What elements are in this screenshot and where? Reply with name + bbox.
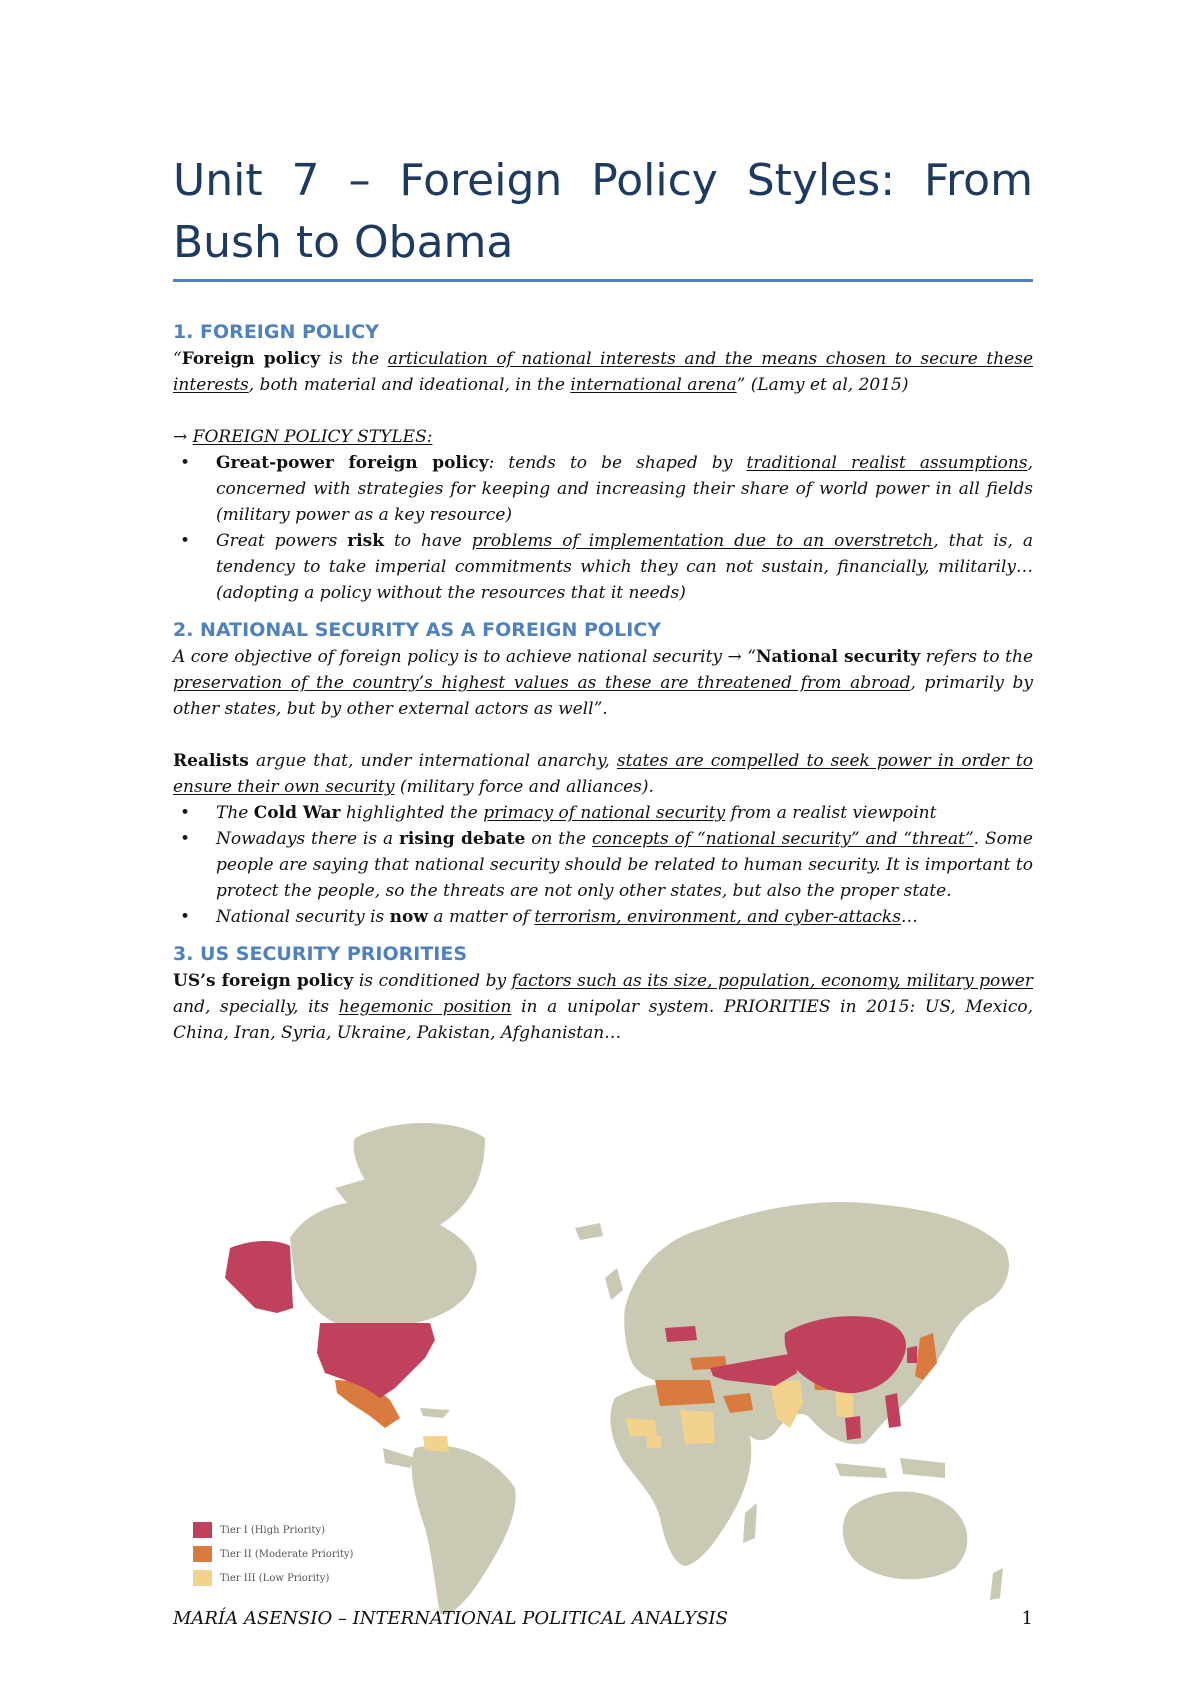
arrow-icon: → [727,647,742,667]
title-word: – [348,155,371,206]
definition-paragraph: “Foreign policy is the articulation of national interests and the means chosen to secure these interests, both material and ideational, in the international arena” (Lamy et al, 2015) [173,349,1033,395]
map-legend [193,1518,353,1590]
legend-label: Tier II (Moderate Priority) [220,1548,354,1560]
page-footer [173,1608,1033,1629]
section-heading-foreign-policy: 1. FOREIGN POLICY [173,321,379,343]
legend-label: Tier III (Low Priority) [220,1572,330,1584]
list-item: • The Cold War highlighted the primacy of national security from a realist viewpoint [216,800,1033,826]
arrow-icon: → [173,427,188,447]
title-word: From [923,155,1033,206]
title-word: Foreign [399,155,563,206]
paragraph: US’s foreign policy is conditioned by factors such as its size, population, economy, military power and, specially, its hegemonic position in a unipolar system. PRIORITIES in 2015: US, Mexico, China, Iran, Syria, Ukraine, Pakistan, Afghanistan… [173,971,1033,1043]
page-number: 1 [1021,1608,1033,1629]
styles-label: → FOREIGN POLICY STYLES: [173,427,433,447]
list-item: • Great-power foreign policy: tends to be shaped by traditional realist assumptions, concerned with strategies for keeping and increasing their share of world power in all fields (military power as a key resource) [216,450,1033,528]
bullet-list [173,800,1033,930]
title-line-2: Bush to Obama [173,217,514,268]
document-body [173,318,1033,1046]
page-title [173,150,1033,274]
list-item: • Nowadays there is a rising debate on the concepts of “national security” and “threat”. Some people are saying that national security should be related to human security. It is important to protect the people, so the threats are not only other states, but also the proper state. [216,826,1033,904]
title-word: Policy [591,155,718,206]
list-item: • National security is now a matter of terrorism, environment, and cyber-attacks… [216,904,1033,930]
paragraph: Realists argue that, under international anarchy, states are compelled to seek power in order to ensure their own security (military force and alliances). [173,751,1033,797]
legend-label: Tier I (High Priority) [220,1524,325,1536]
section-heading-us-security: 3. US SECURITY PRIORITIES [173,943,468,965]
title-line-1 [173,150,1033,212]
legend-swatch [193,1522,212,1538]
list-item: • Great powers risk to have problems of implementation due to an overstretch, that is, a tendency to take imperial commitments which they can not sustain, financially, militarily… (adopting a policy without the resources that it needs) [216,528,1033,606]
legend-item [193,1518,353,1542]
title-word: 7 [291,155,320,206]
bullet-list [173,450,1033,606]
title-word: Unit [173,155,263,206]
title-divider [173,279,1033,282]
section-heading-national-security: 2. NATIONAL SECURITY AS A FOREIGN POLICY [173,619,661,641]
footer-author: MARÍA ASENSIO – INTERNATIONAL POLITICAL ANALYSIS [173,1608,728,1629]
title-word: Styles: [746,155,896,206]
paragraph: A core objective of foreign policy is to achieve national security → “National security refers to the preservation of the country’s highest values as these are threatened from abroad, primarily by other states, but by other external actors as well”. [173,647,1034,719]
legend-swatch [193,1546,212,1562]
legend-item [193,1566,353,1590]
legend-swatch [193,1570,212,1586]
legend-item [193,1542,353,1566]
